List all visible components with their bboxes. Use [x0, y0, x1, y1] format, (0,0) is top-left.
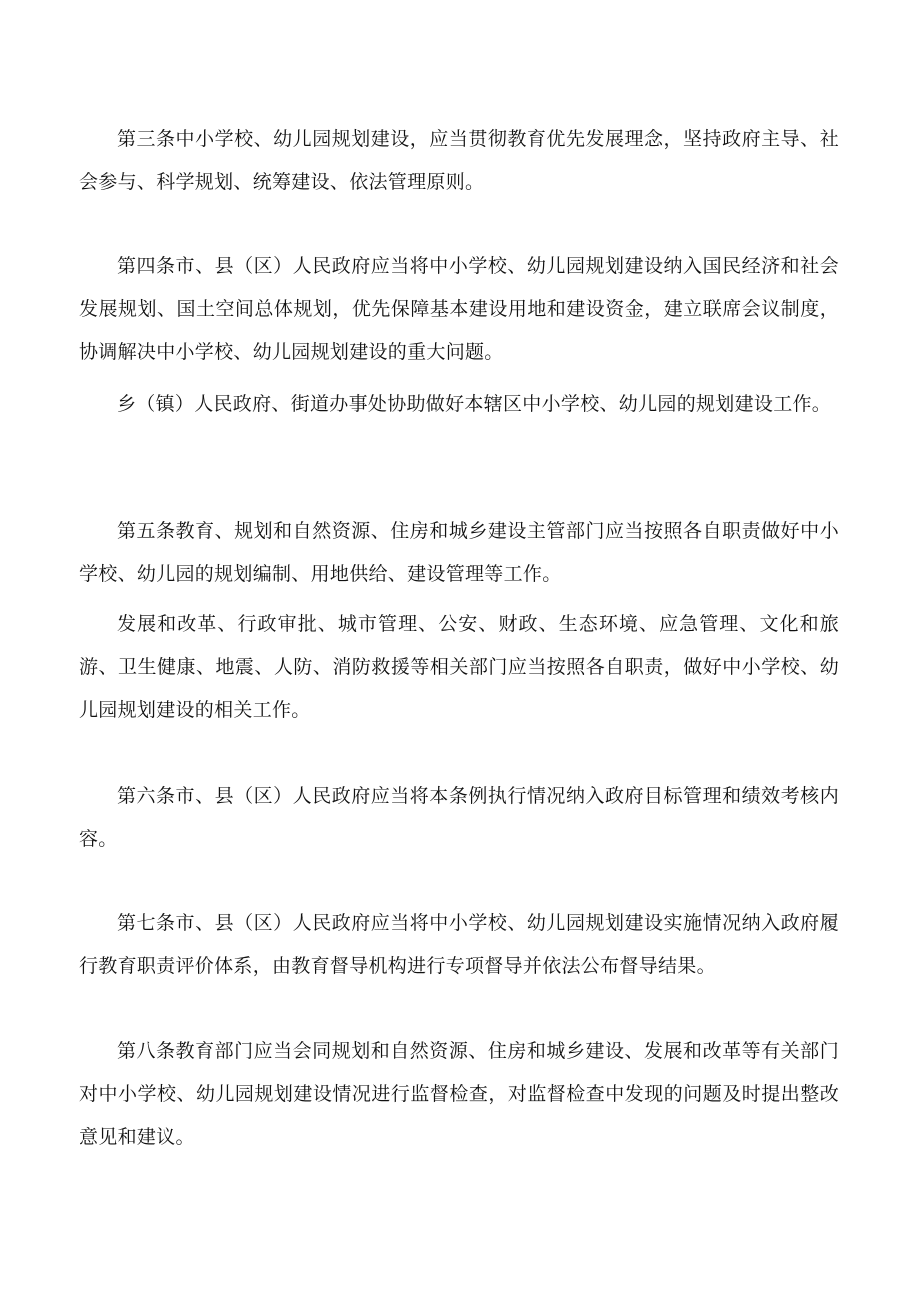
article-6-paragraph: 第六条市、县（区）人民政府应当将本条例执行情况纳入政府目标管理和绩效考核内容。: [79, 785, 839, 850]
article-5-departments-paragraph: 发展和改革、行政审批、城市管理、公安、财政、生态环境、应急管理、文化和旅游、卫生健康、地震、人防、消防救援等相关部门应当按照各自职责，做好中小学校、幼儿园规划建设的相关工作。: [79, 613, 839, 721]
article-3-paragraph: 第三条中小学校、幼儿园规划建设，应当贯彻教育优先发展理念，坚持政府主导、社会参与、科学规划、统筹建设、依法管理原则。: [79, 128, 839, 193]
article-4-paragraph: 第四条市、县（区）人民政府应当将中小学校、幼儿园规划建设纳入国民经济和社会发展规划、国土空间总体规划，优先保障基本建设用地和建设资金，建立联席会议制度，协调解决中小学校、幼儿园规划建设的重大问题。: [79, 255, 839, 363]
article-4-township-paragraph: 乡（镇）人民政府、街道办事处协助做好本辖区中小学校、幼儿园的规划建设工作。: [117, 393, 832, 415]
article-7-paragraph: 第七条市、县（区）人民政府应当将中小学校、幼儿园规划建设实施情况纳入政府履行教育职责评价体系，由教育督导机构进行专项督导并依法公布督导结果。: [79, 912, 839, 977]
article-5-paragraph: 第五条教育、规划和自然资源、住房和城乡建设主管部门应当按照各自职责做好中小学校、幼儿园的规划编制、用地供给、建设管理等工作。: [79, 520, 839, 585]
article-8-paragraph: 第八条教育部门应当会同规划和自然资源、住房和城乡建设、发展和改革等有关部门对中小学校、幼儿园规划建设情况进行监督检查，对监督检查中发现的问题及时提出整改意见和建议。: [79, 1040, 839, 1148]
